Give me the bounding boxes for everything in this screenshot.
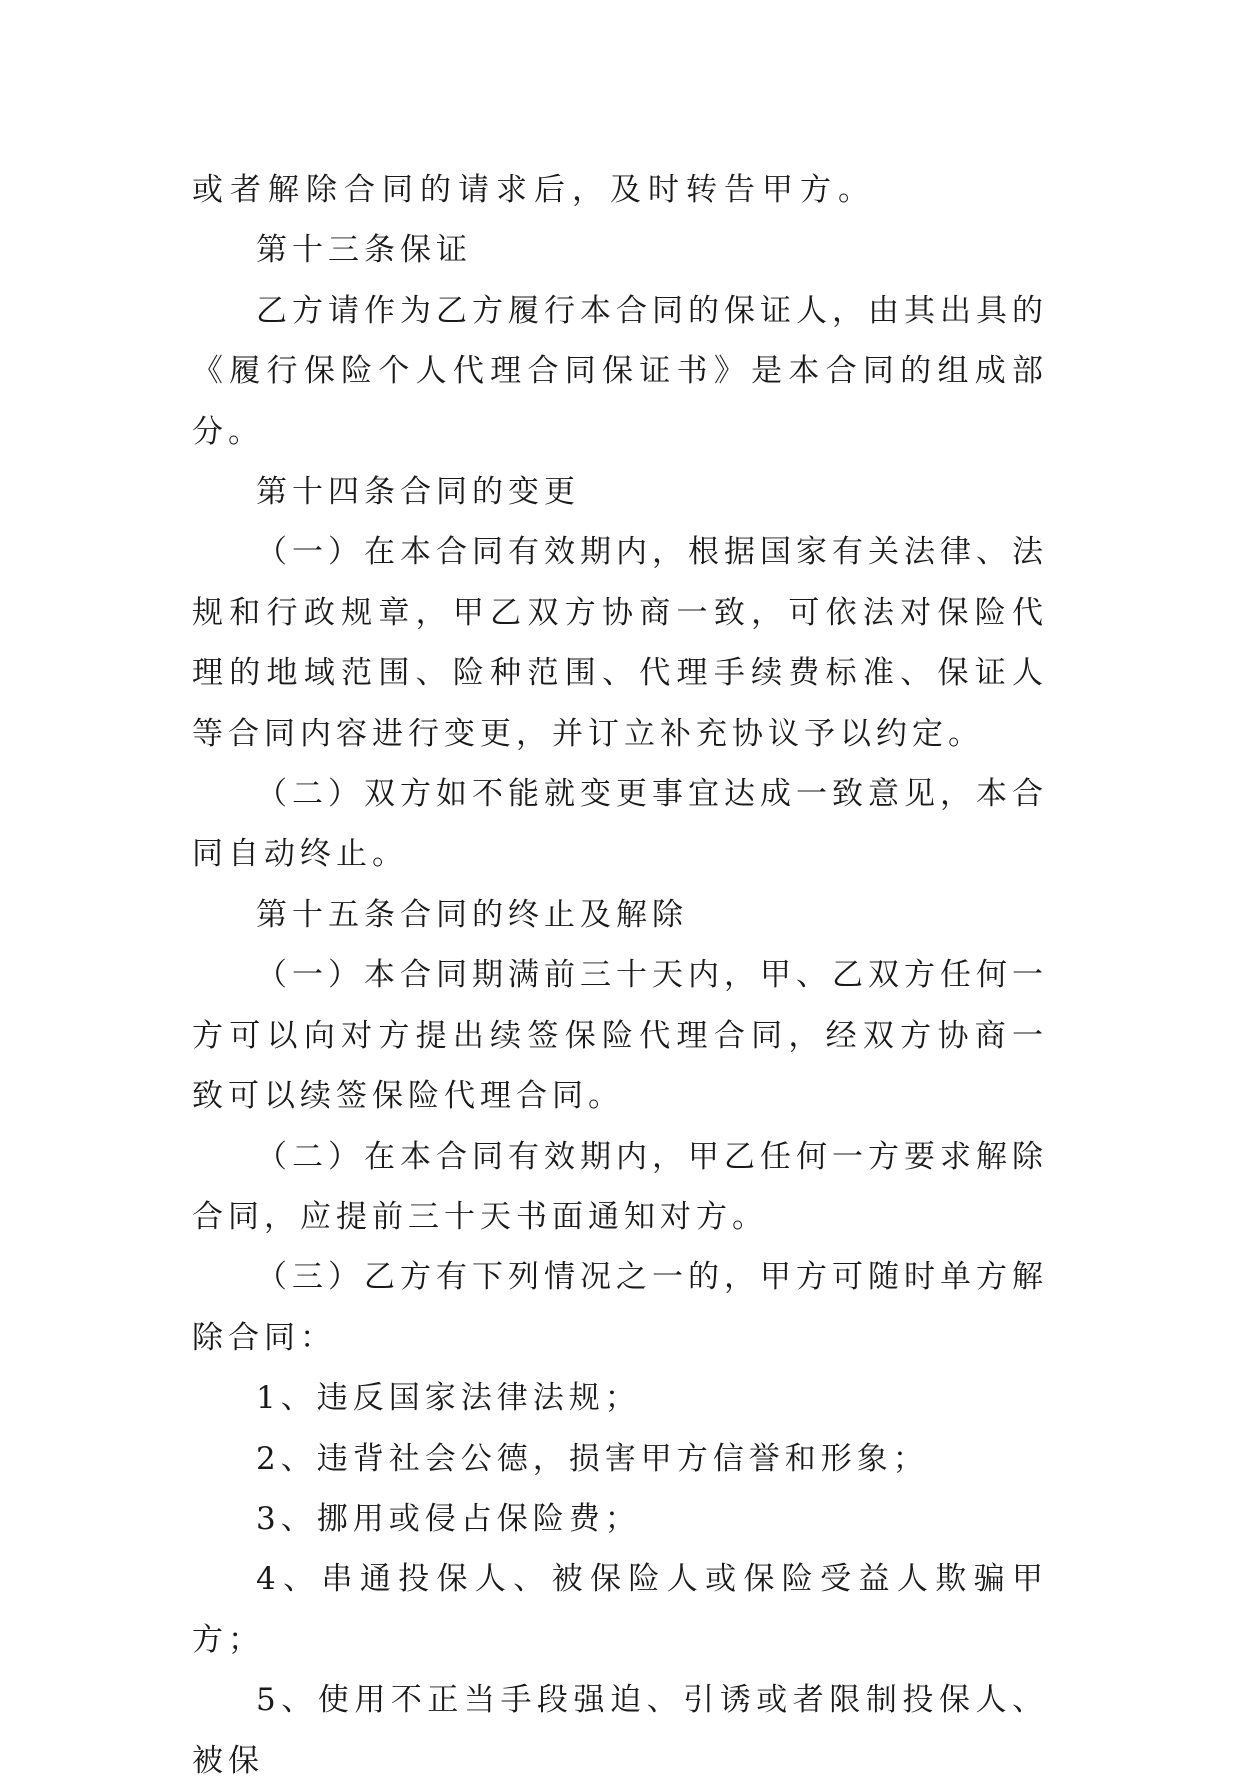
article-heading: 第十四条合同的变更 [256, 474, 580, 511]
list-item: 5、使用不正当手段强迫、引诱或者限制投保人、被保 [192, 1682, 1048, 1779]
paragraph: （一）在本合同有效期内，根据国家有关法律、法规和行政规章，甲乙双方协商一致，可依法对保险代理的地域范围、险种范围、代理手续费标准、保证人等合同内容进行变更，并订立补充协议予以约定。 [192, 534, 1048, 752]
paragraph: （二）双方如不能就变更事宜达成一致意见，本合同自动终止。 [192, 776, 1048, 873]
article-heading: 第十三条保证 [256, 232, 472, 269]
list-item: 4、串通投保人、被保险人或保险受益人欺骗甲方； [192, 1561, 1048, 1658]
list-item: 3、挪用或侵占保险费； [256, 1500, 641, 1537]
paragraph: （三）乙方有下列情况之一的，甲方可随时单方解除合同： [192, 1259, 1048, 1356]
list-item: 1、违反国家法律法规； [256, 1380, 641, 1417]
paragraph: 乙方请作为乙方履行本合同的保证人，由其出具的《履行保险个人代理合同保证书》是本合同的组成部分。 [192, 292, 1048, 450]
paragraph: （二）在本合同有效期内，甲乙任何一方要求解除合同，应提前三十天书面通知对方。 [192, 1138, 1048, 1235]
article-heading: 第十五条合同的终止及解除 [256, 896, 688, 933]
document-body [192, 160, 1048, 1791]
paragraph: 或者解除合同的请求后，及时转告甲方。 [192, 172, 876, 208]
list-item: 2、违背社会公德，损害甲方信誉和形象； [256, 1440, 929, 1477]
paragraph: （一）本合同期满前三十天内，甲、乙双方任何一方可以向对方提出续签保险代理合同，经双方协商一致可以续签保险代理合同。 [192, 957, 1048, 1115]
